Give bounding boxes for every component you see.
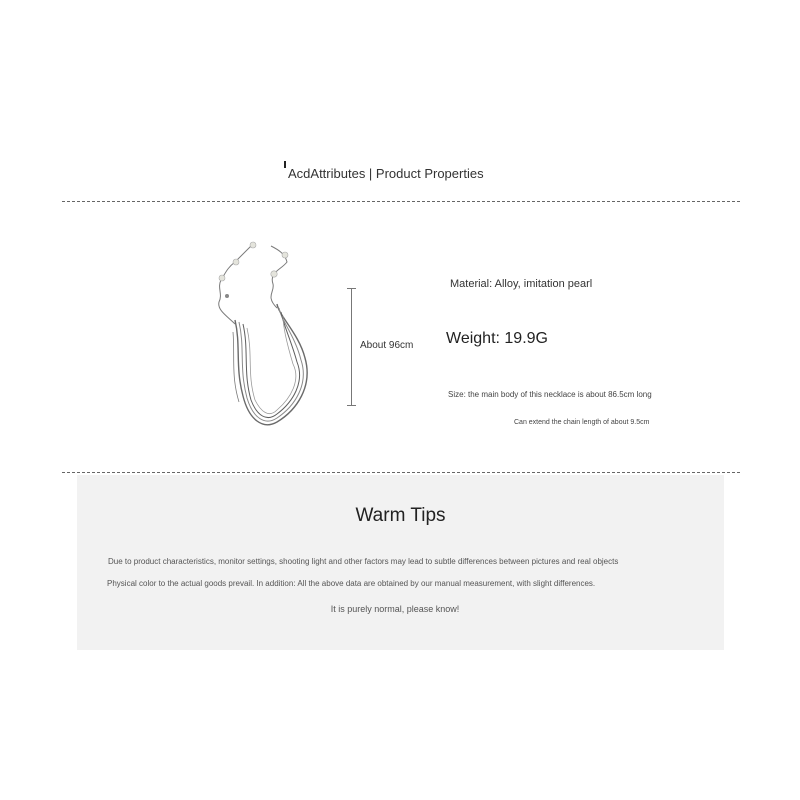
tips-line-2: Physical color to the actual goods prevail. In addition: All the above data are obtained by our manual measurement, with slight differences. [107,579,596,588]
length-measure-line [351,288,352,405]
pearl-icon [233,259,239,265]
section-title: AcdAttributes | Product Properties [288,166,484,181]
pearl-icon [271,271,277,277]
tips-line-1: Due to product characteristics, monitor settings, shooting light and other factors may lead to subtle differences between pictures and real objects [108,557,619,566]
size-note: Size: the main body of this necklace is about 86.5cm long [448,390,652,399]
warm-tips-panel [77,475,724,650]
necklace-image [205,236,315,441]
divider-bottom [62,472,740,473]
warm-tips-title: Warm Tips [355,505,446,526]
tips-line-3: It is purely normal, please know! [330,604,460,614]
extend-note: Can extend the chain length of about 9.5cm [514,419,650,426]
length-label: About 96cm [360,340,414,351]
pearl-icon [250,242,256,248]
divider-top [62,201,740,202]
pearl-icon [219,275,225,281]
pearl-icon [225,294,229,298]
pearl-icon [282,252,288,258]
header-marker [284,161,286,168]
length-measure-cap-top [347,288,356,289]
length-measure-cap-bottom [347,405,356,406]
weight-text: Weight: 19.9G [446,330,548,347]
material-text: Material: Alloy, imitation pearl [450,278,593,290]
